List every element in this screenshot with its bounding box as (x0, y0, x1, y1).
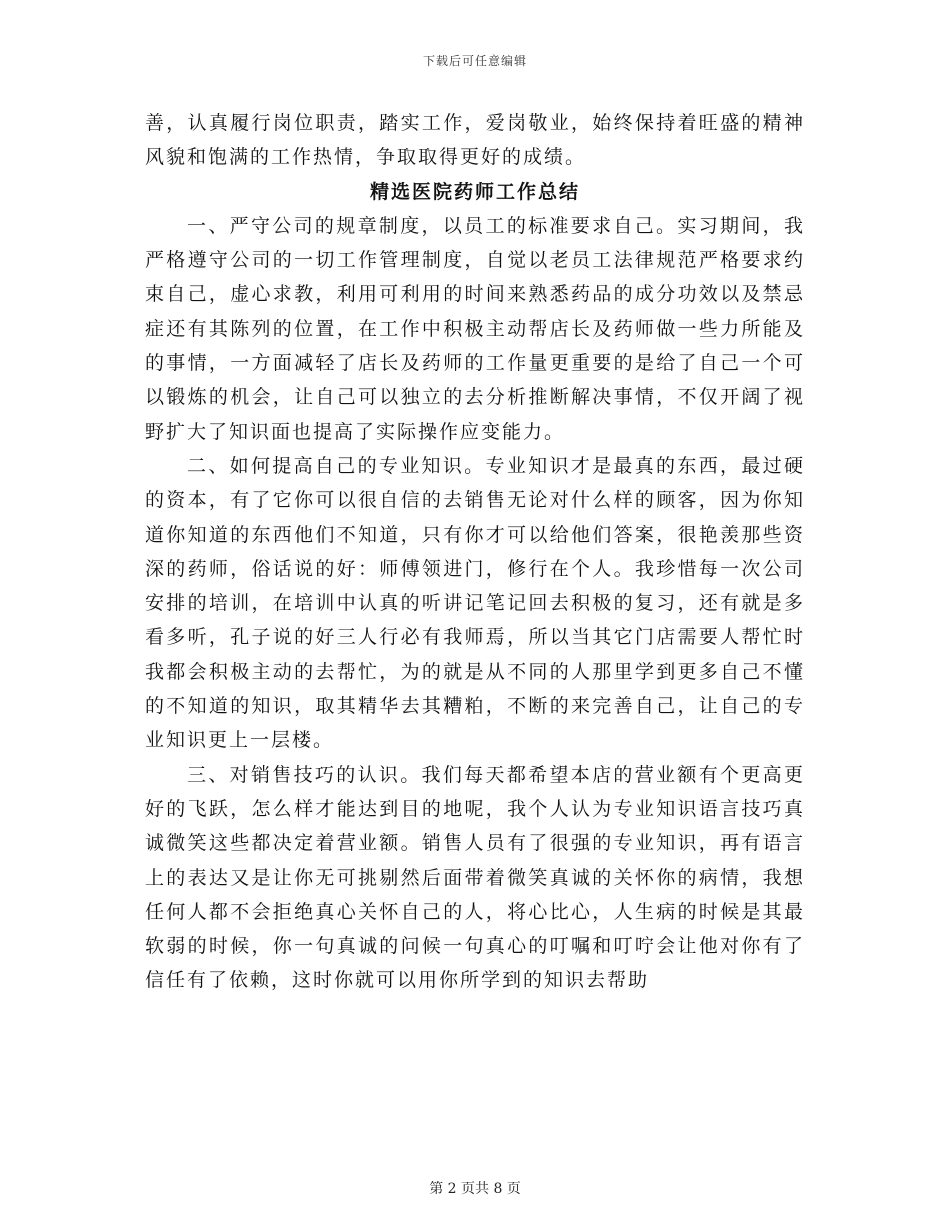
page-footer: 第 2 页共 8 页 (429, 1181, 521, 1197)
intro-paragraph: 善，认真履行岗位职责，踏实工作，爱岗敬业，始终保持着旺盛的精神风貌和饱满的工作热情，争取取得更好的成绩。 (145, 112, 805, 169)
section-title: 精选医院药师工作总结 (369, 180, 580, 203)
paragraph-1: 一、严守公司的规章制度，以员工的标准要求自己。实习期间，我严格遵守公司的一切工作管理制度，自觉以老员工法律规范严格要求约束自己，虚心求教，利用可利用的时间来熟悉药品的成分功效以及禁忌症还有其陈列的位置，在工作中积极主动帮店长及药师做一些力所能及的事情，一方面减轻了店长及药师的工作量更重要的是给了自己一个可以锻炼的机会，让自己可以独立的去分析推断解决事情，不仅开阔了视野扩大了知识面也提高了实际操作应变能力。 (145, 214, 805, 443)
paragraph-2: 二、如何提高自己的专业知识。专业知识才是最真的东西，最过硬的资本，有了它你可以很自信的去销售无论对什么样的顾客，因为你知道你知道的东西他们不知道，只有你才可以给他们答案，很艳羡那些资深的药师，俗话说的好：师傅领进门，修行在个人。我珍惜每一次公司安排的培训，在培训中认真的听讲记笔记回去积极的复习，还有就是多看多听，孔子说的好三人行必有我师焉，所以当其它门店需要人帮忙时我都会积极主动的去帮忙，为的就是从不同的人那里学到更多自己不懂的不知道的知识，取其精华去其糟粕，不断的来完善自己，让自己的专业知识更上一层楼。 (145, 454, 805, 752)
page-header: 下载后可任意编辑 (422, 54, 527, 68)
paragraph-3: 三、对销售技巧的认识。我们每天都希望本店的营业额有个更高更好的飞跃，怎么样才能达到目的地呢，我个人认为专业知识语言技巧真诚微笑这些都决定着营业额。销售人员有了很强的专业知识，再有语言上的表达又是让你无可挑剔然后面带着微笑真诚的关怀你的病情，我想任何人都不会拒绝真心关怀自己的人，将心比心，人生病的时候是其最软弱的时候，你一句真诚的问候一句真心的叮嘱和叮咛会让他对你有了信任有了依赖，这时你就可以用你所学到的知识去帮助 (145, 763, 805, 992)
document-body (145, 106, 805, 998)
